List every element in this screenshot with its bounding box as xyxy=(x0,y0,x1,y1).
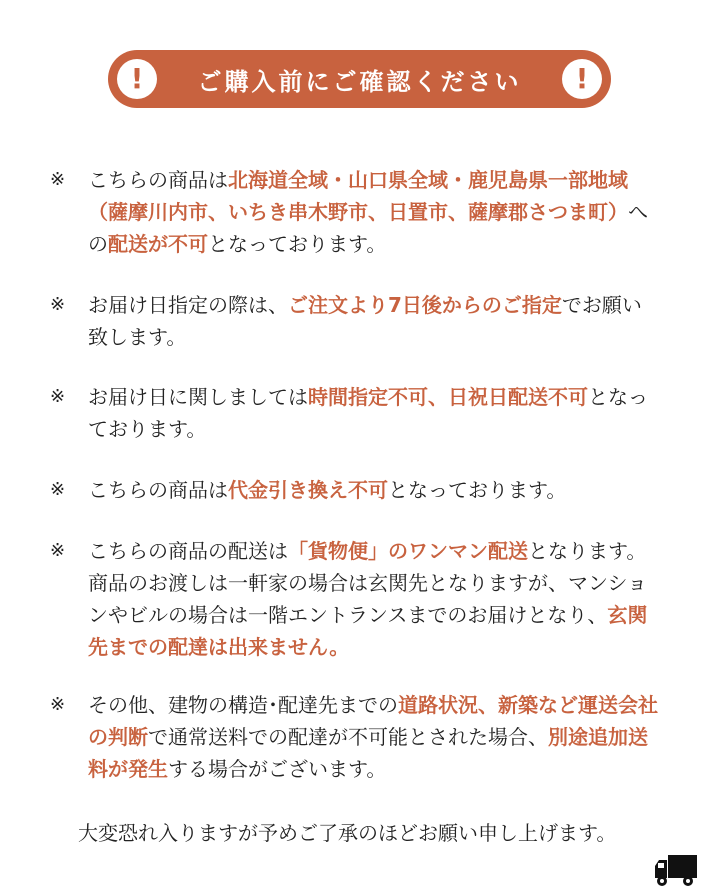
note-marker: ※ xyxy=(50,479,66,500)
note-additional-fee xyxy=(50,689,660,785)
note-text xyxy=(88,689,660,785)
note-segment: となっております。 xyxy=(388,478,567,502)
note-segment: でお願い致します。 xyxy=(88,293,642,349)
note-marker: ※ xyxy=(50,294,66,315)
note-marker: ※ xyxy=(50,540,66,561)
closing-message: 大変恐れ入りますが予めご了承のほどお願い申し上げます。 xyxy=(78,821,617,845)
note-segment: となっております。 xyxy=(208,232,387,256)
truck-icon xyxy=(654,853,698,889)
note-segment: こちらの商品は xyxy=(88,478,228,502)
note-cargo-delivery xyxy=(50,535,660,663)
note-marker: ※ xyxy=(50,386,66,407)
note-segment: その他、建物の構造･配達先までの xyxy=(88,693,398,717)
note-segment: で通常送料での配達が不可能とされた場合、 xyxy=(148,725,548,749)
note-highlight: ご注文より7日後からのご指定 xyxy=(288,293,562,317)
note-highlight: 玄関先までの配達は出来ません。 xyxy=(88,603,648,659)
note-segment: となっております。 xyxy=(88,385,648,441)
note-segment: こちらの商品の配送は xyxy=(88,539,288,563)
note-segment: となります。商品のお渡しは一軒家の場合は玄関先となりますが、マンションやビルの場合は一階エントランスまでのお届けとなり、 xyxy=(88,539,648,627)
note-cash-on-delivery xyxy=(50,474,660,506)
header-banner xyxy=(108,50,611,108)
note-highlight: 配送が不可 xyxy=(108,232,208,256)
note-text xyxy=(88,381,660,445)
note-segment: こちらの商品は xyxy=(88,168,228,192)
note-highlight: 「貨物便」のワンマン配送 xyxy=(288,539,528,563)
exclamation-circle-icon: ! xyxy=(562,59,602,99)
note-marker: ※ xyxy=(50,694,66,715)
note-text xyxy=(88,474,660,506)
note-segment: する場合がございます。 xyxy=(168,757,387,781)
note-highlight: 代金引き換え不可 xyxy=(228,478,388,502)
note-highlight: 北海道全域・山口県全域・鹿児島県一部地域（薩摩川内市、いちき串木野市、日置市、薩摩郡さつま町） xyxy=(88,168,628,224)
note-delivery-area xyxy=(50,164,660,260)
page-title: ご購入前にご確認ください xyxy=(197,67,522,96)
note-highlight: 道路状況、新築など運送会社の判断 xyxy=(88,693,658,749)
exclamation-circle-icon: ! xyxy=(117,59,157,99)
note-delivery-date xyxy=(50,289,660,353)
note-segment: お届け日に関しましては xyxy=(88,385,308,409)
note-text xyxy=(88,535,660,663)
note-text xyxy=(88,289,660,353)
note-marker: ※ xyxy=(50,169,66,190)
note-highlight: 時間指定不可、日祝日配送不可 xyxy=(308,385,588,409)
note-time-designation xyxy=(50,381,660,445)
note-text xyxy=(88,164,660,260)
note-highlight: 別途追加送料が発生 xyxy=(88,725,648,781)
note-segment: への xyxy=(88,200,648,256)
note-segment: お届け日指定の際は、 xyxy=(88,293,288,317)
